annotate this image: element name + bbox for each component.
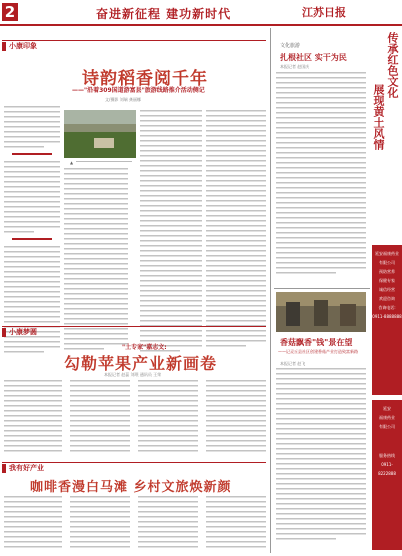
article2-text: [4, 380, 266, 460]
article1-subtitle: ——"沿着309国道游富县"旅游线路推介活动侧记: [72, 87, 205, 94]
right-title: 扎根社区 实干为民: [280, 53, 347, 62]
section-head-1: [2, 40, 266, 51]
text-lines: [276, 72, 366, 282]
ad2-line: 0911-: [381, 462, 393, 467]
ad1-line: 咨询电话:: [378, 305, 396, 310]
photo-caption: ▲: [70, 160, 74, 165]
section-title-3: 我有好产业: [9, 464, 44, 472]
right2-title: 香菇飘香"钱"景在望: [280, 338, 353, 347]
ad2-line: 8222888: [378, 471, 396, 476]
right-kicker: 文化旅游: [280, 43, 301, 49]
header-rule: [0, 24, 402, 26]
ad1-line: 预防营养: [379, 269, 395, 274]
page-number: 2: [2, 3, 18, 21]
ad2-line: 延安: [383, 406, 391, 411]
sidebar-ad-2: [372, 400, 402, 550]
article2-kicker: "土专家"嘉志文:: [122, 344, 167, 351]
ad1-line: 诚信经营: [379, 287, 395, 292]
article1-photo: [64, 110, 136, 158]
header-slogan: 奋进新征程 建功新时代: [96, 7, 232, 21]
sidebar-vertical-title-1: 传承红色文化: [386, 32, 399, 98]
masthead: 江苏日报: [302, 6, 346, 19]
section-title-1: 小康印象: [9, 42, 37, 50]
sidebar-ad-1: [372, 245, 402, 395]
text-lines: [4, 496, 266, 552]
ad1-line: 欢迎咨询: [379, 296, 395, 301]
section-marker: [2, 328, 6, 337]
photo-image: [276, 292, 366, 332]
text-lines: [276, 368, 366, 548]
text-lines: [4, 106, 60, 361]
ad2-line: 服务热线: [379, 453, 395, 458]
article2-title: 勾勒苹果产业新画卷: [64, 354, 218, 373]
ad1-text: [372, 245, 402, 321]
article3-title: 咖啡香漫白马滩 乡村文旅焕新颜: [30, 480, 232, 495]
article2-byline: 本报记者 赵蕊 刘珉 通讯员 王荣: [104, 372, 162, 377]
section-marker: [2, 42, 6, 51]
text-lines: [206, 110, 266, 360]
rule: [274, 288, 370, 289]
right-article-text: [276, 72, 366, 282]
article1-title: 诗韵稻香阅千年: [82, 69, 208, 89]
article1-col1: [4, 106, 60, 361]
right2-byline: 本报记者 赵飞: [280, 361, 306, 366]
ad1-line: 延安福康药业: [375, 251, 399, 256]
article1-col4: [206, 110, 266, 360]
section-marker: [2, 464, 6, 473]
section-title-2: 小康梦圆: [9, 328, 37, 336]
ad2-text: [372, 400, 402, 478]
ad1-line: 有限公司: [379, 260, 395, 265]
ad1-line: 保健专家: [379, 278, 395, 283]
article1-byline: 文/摄影 刘瑞 龚丽娜: [105, 97, 141, 102]
right-photo: [276, 292, 366, 332]
section-head-2: [2, 326, 266, 337]
caption-line: [76, 161, 132, 162]
right-byline: 本报记者 赵国庆: [280, 64, 310, 69]
article1-col3: [140, 110, 202, 360]
sidebar-vertical-title-2: 展现黄土风情: [372, 84, 385, 150]
right2-subtitle: ——记灵丘县社区创建香菇产业打造致富新路: [278, 349, 358, 354]
text-lines: [4, 380, 266, 460]
right2-text: [276, 368, 366, 548]
photo-image: [64, 110, 136, 158]
ad2-line: 有限公司: [379, 424, 395, 429]
ad2-line: 福康药业: [379, 415, 395, 420]
article3-text: [4, 496, 266, 552]
text-lines: [140, 110, 202, 360]
sidebar-banner: [372, 28, 402, 183]
ad1-line: 0911-8888888: [372, 314, 402, 319]
column-divider: [270, 28, 271, 553]
